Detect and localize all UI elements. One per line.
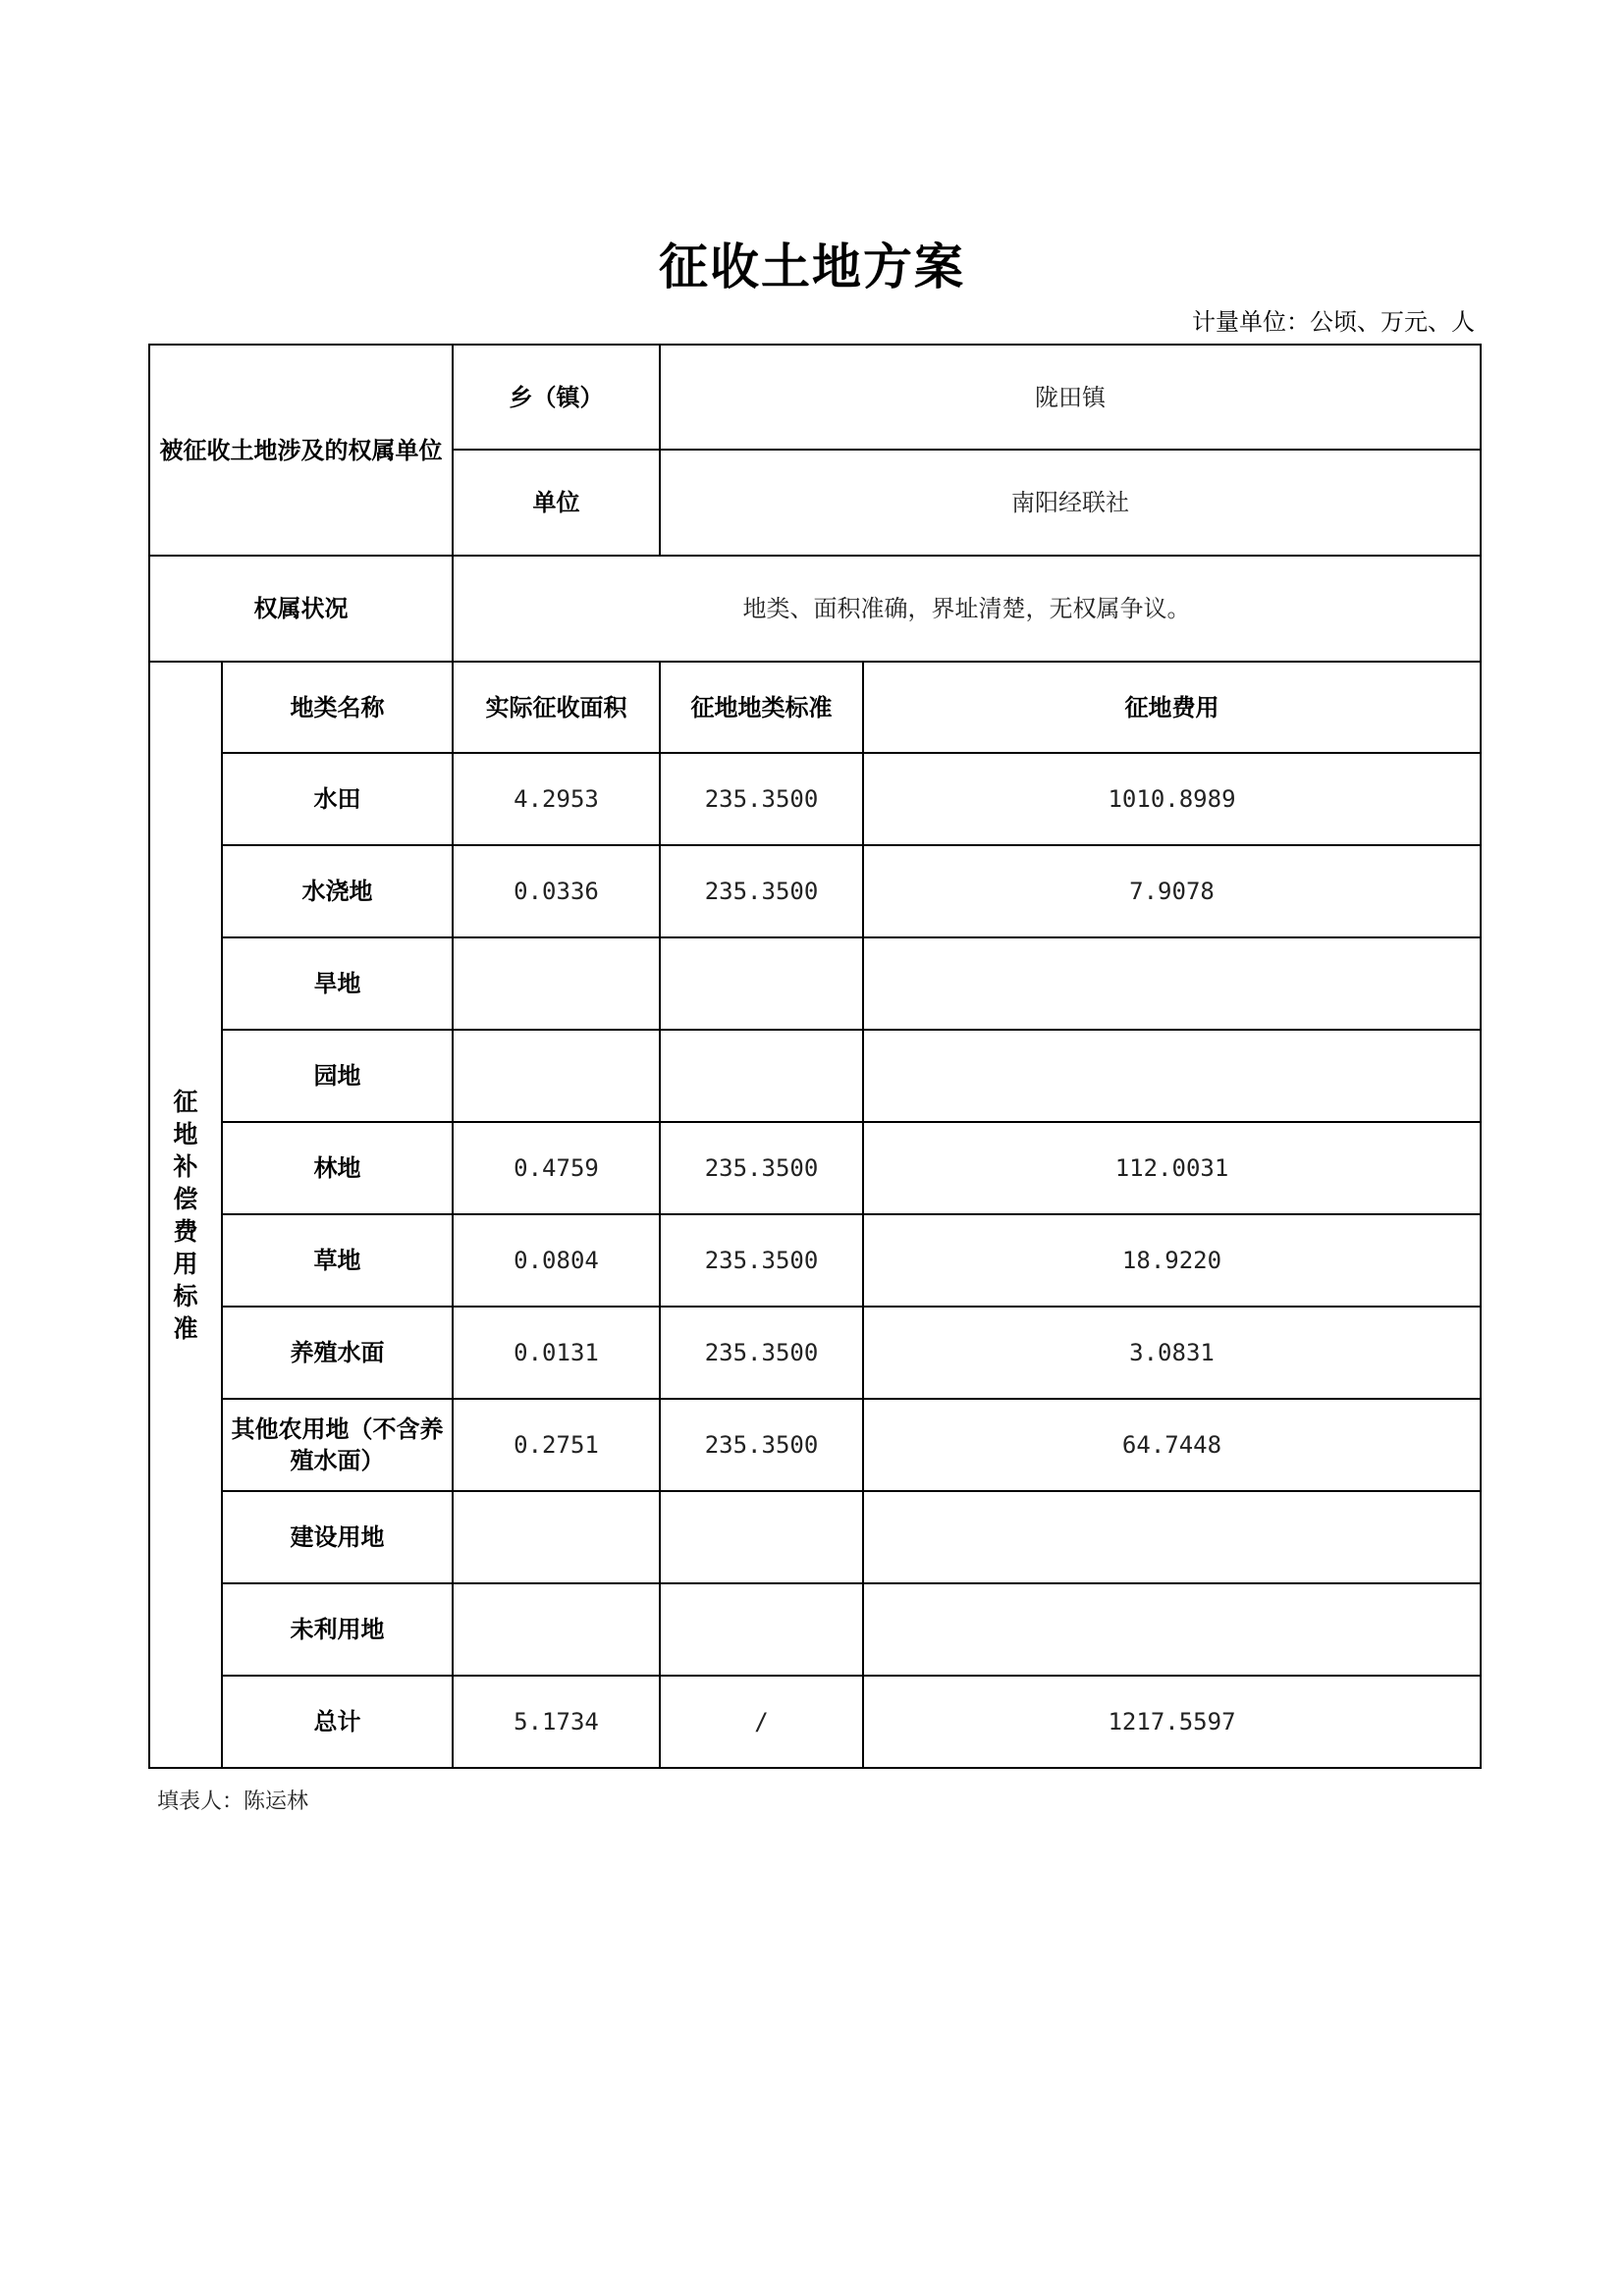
fee-value (863, 1491, 1481, 1583)
standard-value (660, 1030, 863, 1122)
actual-area-value: 0.0131 (453, 1307, 660, 1399)
table-row (149, 753, 1481, 845)
fee-value (863, 1583, 1481, 1676)
land-type-name: 未利用地 (222, 1583, 453, 1676)
table-row (149, 1491, 1481, 1583)
land-type-name: 园地 (222, 1030, 453, 1122)
total-standard-value: / (660, 1676, 863, 1768)
standard-value: 235.3500 (660, 1307, 863, 1399)
actual-area-value: 0.0804 (453, 1214, 660, 1307)
town-label: 乡（镇） (453, 345, 660, 450)
fee-value: 64.7448 (863, 1399, 1481, 1491)
standard-value: 235.3500 (660, 1122, 863, 1214)
header-land-type: 地类名称 (222, 662, 453, 753)
town-value: 陇田镇 (660, 345, 1481, 450)
land-type-name: 养殖水面 (222, 1307, 453, 1399)
header-actual-area: 实际征收面积 (453, 662, 660, 753)
page-title: 征收土地方案 (659, 239, 965, 295)
unit-note: 计量单位：公顷、万元、人 (1192, 308, 1475, 336)
unit-label: 单位 (453, 450, 660, 556)
total-fee-value: 1217.5597 (863, 1676, 1481, 1768)
compensation-header-row (149, 662, 1481, 753)
land-type-name: 旱地 (222, 937, 453, 1030)
land-type-name: 建设用地 (222, 1491, 453, 1583)
table-row (149, 845, 1481, 937)
fee-value: 1010.8989 (863, 753, 1481, 845)
standard-value: 235.3500 (660, 1214, 863, 1307)
standard-value: 235.3500 (660, 1399, 863, 1491)
header-standard: 征地地类标准 (660, 662, 863, 753)
compensation-side-label-text: 征地补偿费用标准 (173, 1087, 198, 1343)
actual-area-value: 0.2751 (453, 1399, 660, 1491)
fee-value: 112.0031 (863, 1122, 1481, 1214)
table-row (149, 1583, 1481, 1676)
land-acquisition-table (148, 344, 1482, 1769)
table-row (149, 1122, 1481, 1214)
fee-value: 7.9078 (863, 845, 1481, 937)
land-type-name: 草地 (222, 1214, 453, 1307)
land-type-name: 水田 (222, 753, 453, 845)
table-row (149, 937, 1481, 1030)
table-row (149, 1399, 1481, 1491)
fee-value (863, 1030, 1481, 1122)
status-row (149, 556, 1481, 662)
fee-value: 18.9220 (863, 1214, 1481, 1307)
actual-area-value: 0.4759 (453, 1122, 660, 1214)
form-filler (157, 1785, 308, 1815)
filler-name: 陈运林 (244, 1789, 309, 1814)
status-label: 权属状况 (149, 556, 453, 662)
actual-area-value (453, 1491, 660, 1583)
actual-area-value: 4.2953 (453, 753, 660, 845)
ownership-town-row (149, 345, 1481, 450)
unit-value: 南阳经联社 (660, 450, 1481, 556)
actual-area-value (453, 1583, 660, 1676)
land-type-name: 水浇地 (222, 845, 453, 937)
land-type-name: 其他农用地（不含养殖水面） (222, 1399, 453, 1491)
standard-value (660, 1491, 863, 1583)
standard-value: 235.3500 (660, 753, 863, 845)
table-row (149, 1214, 1481, 1307)
fee-value (863, 937, 1481, 1030)
actual-area-value (453, 937, 660, 1030)
standard-value (660, 937, 863, 1030)
land-type-name: 林地 (222, 1122, 453, 1214)
standard-value: 235.3500 (660, 845, 863, 937)
filler-label: 填表人： (157, 1789, 244, 1814)
fee-value: 3.0831 (863, 1307, 1481, 1399)
actual-area-value (453, 1030, 660, 1122)
standard-value (660, 1583, 863, 1676)
table-row (149, 1030, 1481, 1122)
table-row (149, 1307, 1481, 1399)
ownership-label: 被征收土地涉及的权属单位 (149, 345, 453, 556)
compensation-side-label (149, 662, 222, 1768)
total-row (149, 1676, 1481, 1768)
header-fee: 征地费用 (863, 662, 1481, 753)
total-label: 总计 (222, 1676, 453, 1768)
total-area-value: 5.1734 (453, 1676, 660, 1768)
status-value: 地类、面积准确，界址清楚，无权属争议。 (453, 556, 1481, 662)
actual-area-value: 0.0336 (453, 845, 660, 937)
